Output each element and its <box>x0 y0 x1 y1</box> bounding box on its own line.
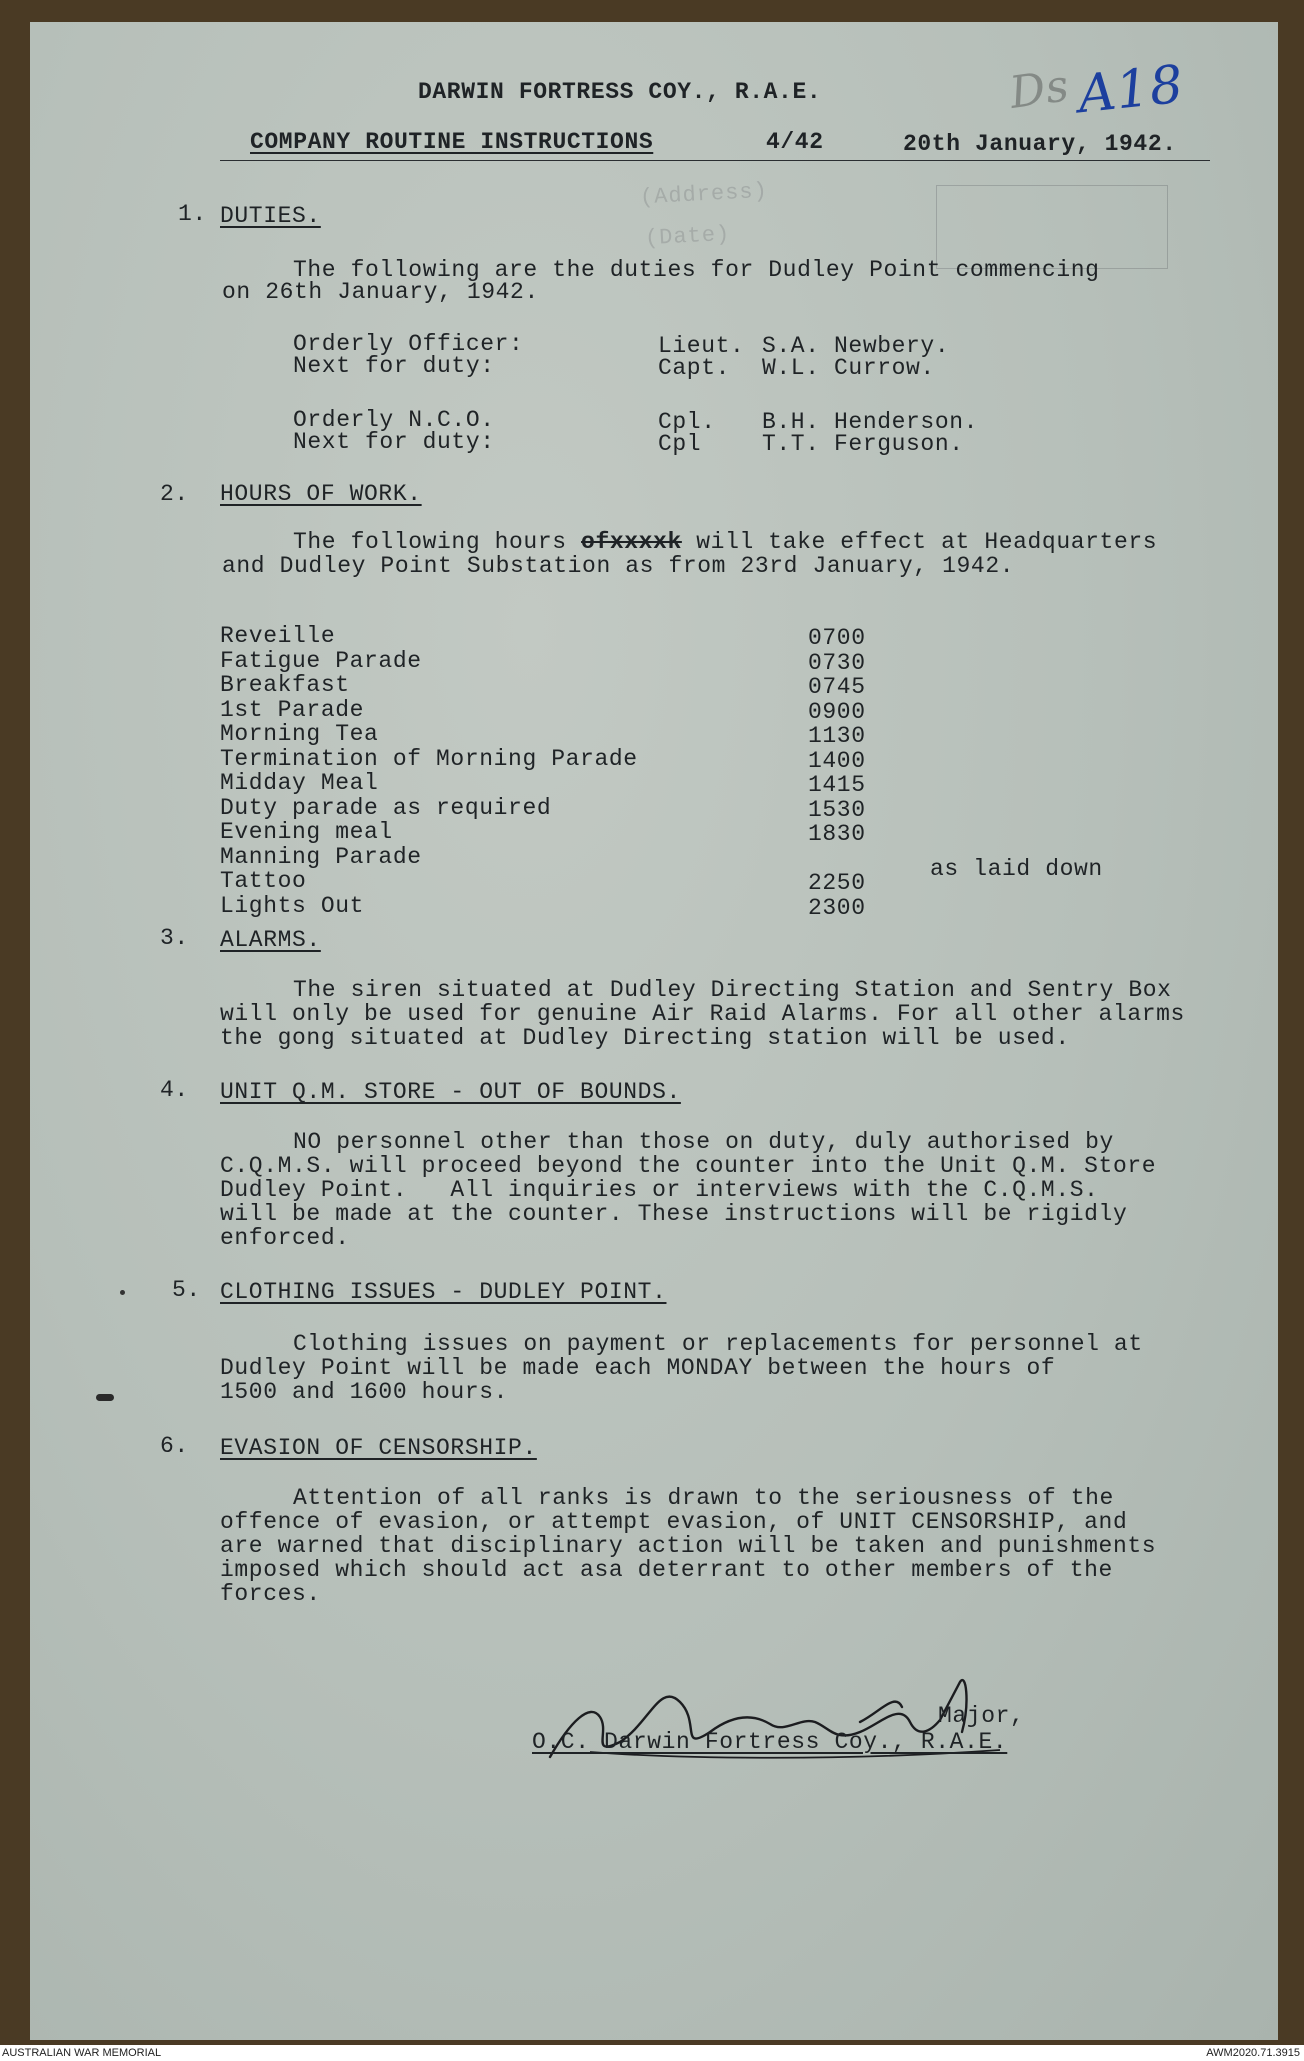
section-2-number: 2. <box>160 481 189 507</box>
section-5-heading: CLOTHING ISSUES - DUDLEY POINT. <box>220 1279 667 1305</box>
duty-name: T.T. Ferguson. <box>762 431 964 457</box>
section-1-heading: DUTIES. <box>220 203 321 229</box>
schedule-time: 1530 <box>808 797 866 823</box>
schedule-item: Midday Meal <box>220 770 379 796</box>
section-2-heading: HOURS OF WORK. <box>220 481 422 507</box>
schedule-item: Duty parade as required <box>220 795 552 821</box>
footer-accession: AWM2020.71.3915 <box>1206 2047 1300 2059</box>
section-6-number: 6. <box>160 1433 189 1459</box>
schedule-item: Breakfast <box>220 672 350 698</box>
schedule-time: 0730 <box>808 650 866 676</box>
section-6-heading: EVASION OF CENSORSHIP. <box>220 1435 537 1461</box>
schedule-time: 2300 <box>808 895 866 921</box>
schedule-time: 1400 <box>808 748 866 774</box>
schedule-time: 0700 <box>808 625 866 651</box>
section-5-number: 5. <box>172 1277 201 1303</box>
duty-rank: Cpl <box>658 431 702 457</box>
schedule-time: 2250 <box>808 870 866 896</box>
document-page <box>30 22 1278 2040</box>
schedule-time: 1130 <box>808 723 866 749</box>
section-1-number: 1. <box>178 201 207 227</box>
margin-mark <box>120 1290 125 1295</box>
schedule-item: Evening meal <box>220 819 393 845</box>
schedule-time: 1830 <box>808 821 866 847</box>
censorship-line: forces. <box>220 1581 321 1607</box>
ghost-stamp-line1: (Address) <box>639 178 769 211</box>
duty-role: Next for duty: <box>293 429 495 455</box>
schedule-time: as laid down <box>930 856 1103 882</box>
document-date: 20th January, 1942. <box>903 131 1177 157</box>
duty-role: Next for duty: <box>293 353 495 379</box>
struck-out-text: ofxxxxk <box>581 529 682 555</box>
annotation-handwritten: A18 <box>1075 54 1187 126</box>
schedule-time: 1415 <box>808 772 866 798</box>
alarms-line: will only be used for genuine Air Raid Alarms. For all other alarms <box>220 1001 1185 1027</box>
alarms-line: the gong situated at Dudley Directing station will be used. <box>220 1025 1070 1051</box>
duty-rank: Lieut. <box>658 333 745 359</box>
section-3-number: 3. <box>160 925 189 951</box>
duty-role: Orderly Officer: <box>293 331 524 357</box>
duty-rank: Cpl. <box>658 409 716 435</box>
clothing-line: Dudley Point will be made each MONDAY between the hours of <box>220 1355 1056 1381</box>
document-title: DARWIN FORTRESS COY., R.A.E. <box>418 79 822 105</box>
ghost-stamp-line2: (Date) <box>644 221 731 252</box>
store-line: will be made at the counter. These instructions will be rigidly <box>220 1201 1128 1227</box>
store-line: enforced. <box>220 1225 350 1251</box>
store-line: Dudley Point. All inquiries or interviews with the C.Q.M.S. <box>220 1177 1099 1203</box>
hours-paragraph-line1: The following hours ofxxxxk will take effect at Headquarters <box>293 529 1158 555</box>
duty-name: W.L. Currow. <box>762 355 935 381</box>
schedule-time: 0900 <box>808 699 866 725</box>
clothing-line: Clothing issues on payment or replacements for personnel at <box>293 1331 1143 1357</box>
hours-paragraph-line2: and Dudley Point Substation as from 23rd January, 1942. <box>222 553 1015 579</box>
document-subtitle: COMPANY ROUTINE INSTRUCTIONS <box>250 129 654 155</box>
signatory-rank: Major, <box>938 1703 1025 1729</box>
schedule-item: Fatigue Parade <box>220 648 422 674</box>
schedule-item: Tattoo <box>220 868 307 894</box>
duties-paragraph-line1: The following are the duties for Dudley Point commencing <box>293 257 1100 283</box>
schedule-item: 1st Parade <box>220 697 365 723</box>
censorship-line: Attention of all ranks is drawn to the seriousness of the <box>293 1485 1114 1511</box>
duty-name: S.A. Newbery. <box>762 333 950 359</box>
duties-paragraph-line2: on 26th January, 1942. <box>222 279 539 305</box>
schedule-item: Manning Parade <box>220 844 422 870</box>
censorship-line: are warned that disciplinary action will be taken and punishments <box>220 1533 1157 1559</box>
header-rule <box>220 160 1210 161</box>
margin-mark <box>96 1394 114 1401</box>
duty-role: Orderly N.C.O. <box>293 407 495 433</box>
censorship-line: offence of evasion, or attempt evasion, of UNIT CENSORSHIP, and <box>220 1509 1128 1535</box>
signature-block: O.C. Darwin Fortress Coy., R.A.E. <box>532 1729 1008 1755</box>
duty-rank: Capt. <box>658 355 731 381</box>
footer-credit: AUSTRALIAN WAR MEMORIAL <box>2 2047 162 2059</box>
store-line: NO personnel other than those on duty, duly authorised by <box>293 1129 1114 1155</box>
censorship-line: imposed which should act asa deterrant to other members of the <box>220 1557 1113 1583</box>
document-number: 4/42 <box>766 129 824 155</box>
section-4-number: 4. <box>160 1077 189 1103</box>
section-3-heading: ALARMS. <box>220 927 321 953</box>
schedule-time: 0745 <box>808 674 866 700</box>
clothing-line: 1500 and 1600 hours. <box>220 1379 509 1405</box>
schedule-item: Termination of Morning Parade <box>220 746 638 772</box>
store-line: C.Q.M.S. will proceed beyond the counter into the Unit Q.M. Store <box>220 1153 1157 1179</box>
duty-name: B.H. Henderson. <box>762 409 979 435</box>
schedule-item: Morning Tea <box>220 721 379 747</box>
alarms-line: The siren situated at Dudley Directing Station and Sentry Box <box>293 977 1172 1003</box>
schedule-item: Lights Out <box>220 893 365 919</box>
annotation-faint: Ds <box>1006 60 1073 119</box>
schedule-item: Reveille <box>220 623 336 649</box>
section-4-heading: UNIT Q.M. STORE - OUT OF BOUNDS. <box>220 1079 681 1105</box>
